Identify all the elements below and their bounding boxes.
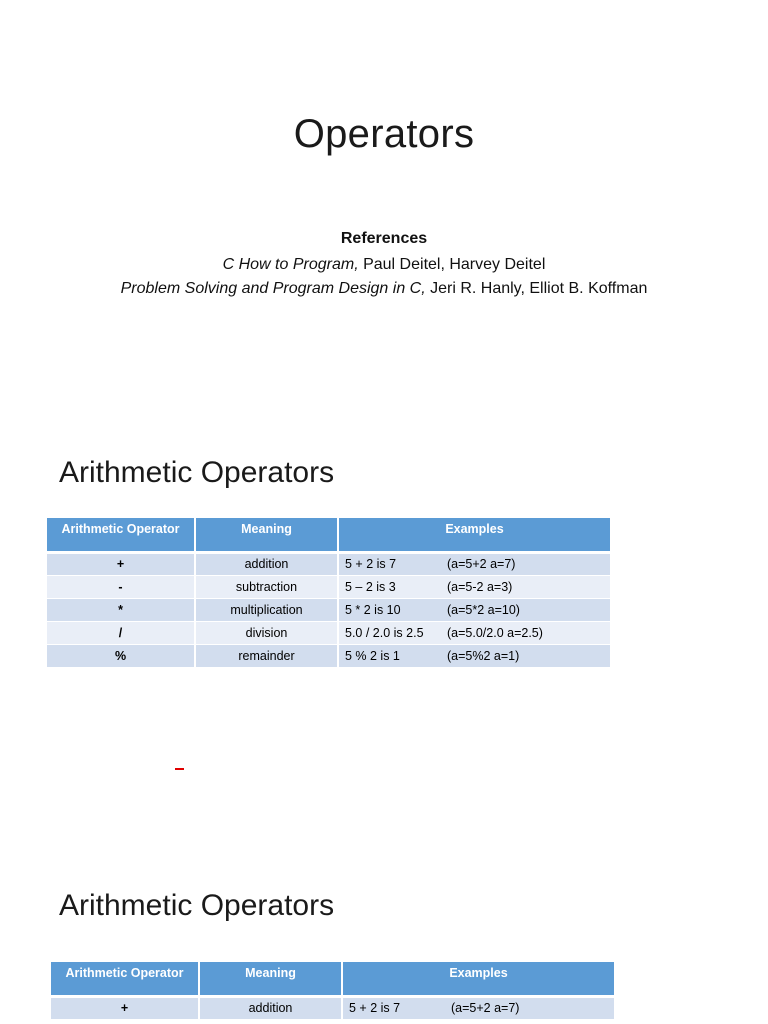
references-heading: References (340, 230, 428, 247)
example-cell (338, 621, 610, 644)
red-dash-mark (175, 768, 184, 770)
header-operator: Arithmetic Operator (47, 518, 195, 552)
example-expression: 5 + 2 is 7 (345, 557, 397, 571)
example-expression: 5.0 / 2.0 is 2.5 (345, 625, 424, 640)
operators-table (51, 962, 614, 1020)
example-cell (342, 996, 614, 1019)
reference-2-authors: Jeri R. Hanly, Elliot B. Koffman (425, 280, 648, 297)
example-assignment: (a=5%2 a=1) (447, 648, 520, 663)
example-assignment: (a=5*2 a=10) (447, 602, 520, 617)
example-assignment: (a=5-2 a=3) (447, 579, 513, 594)
example-assignment: (a=5.0/2.0 a=2.5) (447, 625, 543, 640)
table-row (47, 644, 610, 667)
meaning-cell: addition (195, 552, 338, 575)
example-expression: 5 + 2 is 7 (349, 1001, 401, 1015)
example-cell (338, 552, 610, 575)
header-operator: Arithmetic Operator (51, 962, 199, 996)
example-assignment: (a=5+2 a=7) (451, 1001, 520, 1015)
operator-cell: % (47, 644, 195, 667)
reference-1-title: C How to Program, (222, 256, 359, 273)
reference-1-authors: Paul Deitel, Harvey Deitel (358, 256, 546, 273)
meaning-cell: addition (199, 996, 342, 1019)
table-row (47, 598, 610, 621)
header-meaning: Meaning (195, 518, 338, 552)
example-expression: 5 * 2 is 10 (345, 602, 401, 617)
example-expression: 5 – 2 is 3 (345, 579, 396, 594)
table-row (47, 621, 610, 644)
table-row (47, 552, 610, 575)
references-block (120, 228, 648, 298)
example-cell (338, 598, 610, 621)
operators-table (47, 518, 610, 668)
operator-cell: - (47, 575, 195, 598)
operator-cell: / (47, 621, 195, 644)
meaning-cell: remainder (195, 644, 338, 667)
header-meaning: Meaning (199, 962, 342, 996)
meaning-cell: subtraction (195, 575, 338, 598)
reference-2-title: Problem Solving and Program Design in C, (120, 280, 426, 297)
table-header-row (47, 518, 610, 552)
section-title: Arithmetic Operators (59, 889, 335, 922)
example-cell (338, 644, 610, 667)
meaning-cell: division (195, 621, 338, 644)
table-header-row (51, 962, 614, 996)
reference-1 (120, 254, 648, 276)
header-examples: Examples (338, 518, 610, 552)
example-cell (338, 575, 610, 598)
operator-cell: + (47, 552, 195, 575)
operator-cell: * (47, 598, 195, 621)
slide-title: Operators (293, 112, 475, 156)
header-examples: Examples (342, 962, 614, 996)
meaning-cell: multiplication (195, 598, 338, 621)
reference-2 (120, 280, 648, 298)
operator-cell: + (51, 996, 199, 1019)
example-assignment: (a=5+2 a=7) (447, 557, 516, 571)
example-expression: 5 % 2 is 1 (345, 648, 400, 663)
section-title: Arithmetic Operators (59, 456, 335, 489)
table-row (47, 575, 610, 598)
table-row (51, 996, 614, 1019)
